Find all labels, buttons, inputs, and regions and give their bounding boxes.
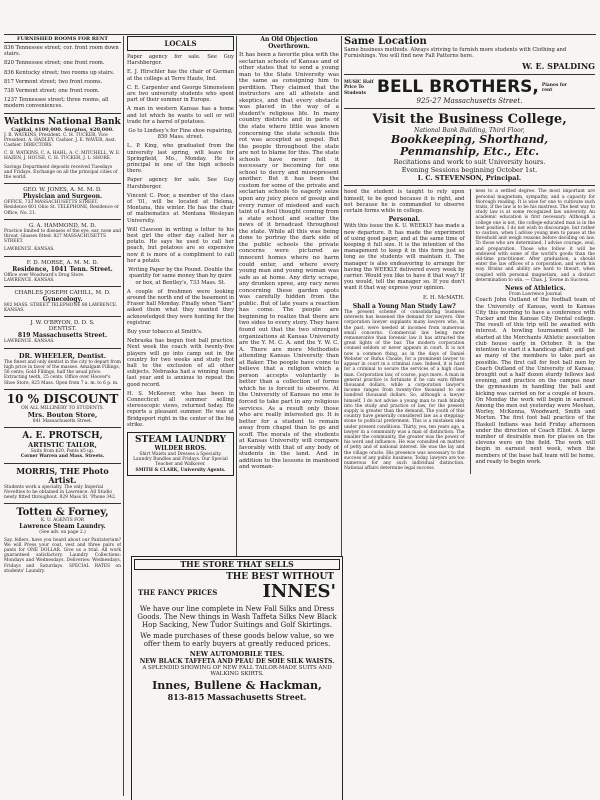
steam-laundry-ad (127, 432, 234, 476)
laundry-agents-name: Totten & Forney, (16, 507, 109, 519)
dentist-wheeler-name: DR. WHEELER, Dentist. (18, 351, 107, 360)
bank-note: Savings Department deposits received Tuesdays and Fridays. Exchange on all the principal cities of the world. (4, 164, 118, 181)
local-item: A couple of freshmen were looking around the north end of the basement in Fraser hall Monday. Finally when "Sam" asked them what they wanted they acknowledged they were hunting for the registrar. (127, 288, 234, 326)
room-listing: 817 Vermont street; two front rooms. (4, 78, 103, 85)
article-title: An Old Objection Overthrown. (260, 36, 318, 50)
discount-word: DISCOUNT (43, 391, 119, 406)
photographer-details: Students work a specialty. The only Imperial Novelties to be obtained in Lawrence. All Studio newly fitted throughout. 829 Mass St. 'Phone 342. (4, 484, 117, 500)
local-item: Will Clawson in writing a letter to his best girl the other day called her a potato. He says he used to call her peach, but potatoes are so expensive now it is more of a compliment to call her a potato. (127, 226, 234, 264)
dentist-obryon-title: DENTIST. (48, 326, 77, 333)
doctor-cahill-phone: 802 MASS. STREET. TELEPHONE 88 LAWRENCE. KANSAS. (4, 303, 118, 314)
law-article-body: The present scheme of consolidating business interests has lessened the demand for lawyers. One corporation lawyer supplants many lawyers who, in the past, were needed at incomes from numerous small concerns. Commercial law being more remunerative than forensic law it has attracted the great lights of the bar. The modern corporation counsel seldom or never appears in court. It is not now a common thing, as in the days of Daniel Webster or Rufus Choate, for a prominent lawyer to appear in court in a criminal case. Indeed, it is hard for a criminal to secure the services of a high class man. Corporation law, of course, pays more. A man in general practice is fortunate if he can earn fifteen thousand dollars, while a corporation lawyer's income ranges from twenty-five thousand to one hundred thousand dollars. So, although a lawyer himself, I do not advise a young man to rush blindly into the study and practice of law, for the present supply is greater than the demand. The youth of this country have generally considered law as a stepping-stone to political preferment. This is a mistaken idea under present conditions. Thirty, yes, ten years ago, a lawyer in a community was a man of distinction. The smaller the community, the greater was the power of his word and influence. He was consulted on matters of petty and of national interest. He was the lay and the village oracle. His presence was necessary to the success of any public business. Today, lawyers are too numerous for any such individual distinction. National affairs determine legal success. (344, 310, 465, 472)
column-rule (123, 36, 124, 796)
business-college-recitations: Recitations and work to suit University hours. (393, 158, 546, 167)
business-college-title: Visit the Business College, (372, 112, 567, 128)
doctor-cahill-name: CHARLES JOSEPH CAHILL, M. D. (14, 290, 111, 297)
local-item: Nebraska has begun foot ball practice. Next week the coach with twenty-five players will go into camp out in the country for two weeks and study foot ball to the exclusion of all other subjects. Nebraska had a winning team last year and is anxious to repeat the good record. (127, 338, 234, 388)
laundry-agents-note: (See adv. on page 2.) (39, 530, 86, 536)
laundry-agents-title: K. U. AGENTS FOR (40, 518, 85, 524)
local-item: Paper agency for sale. See Guy Harshberger. (127, 54, 234, 67)
discount-subline: ON ALL MILLINERY TO STUDENTS. (21, 405, 104, 411)
tailor-prices: Suits from $20, Pants $5 up. (30, 449, 95, 455)
bank-officers: J. B. WATKINS, President. C. H. TUCKER, Vice President. A. HADLEY, Cashier. J. E. WAVER, Asst. Cashier. DIRECTORS. (4, 132, 117, 149)
innes-firm: Innes, Bullene & Hackman, (152, 679, 322, 692)
bank-name: Watkins National Bank (4, 116, 121, 127)
locals-heading: LOCALS (127, 36, 234, 51)
doctor-jones-name: GEO. W. JONES, A. M. M. D. (23, 187, 102, 194)
doctor-jones-details: OFFICE, 733 MASSACHUSETTS STREET. Residence 601 Ohio St. TELEPHONE, Residence or Office, No. 21. (4, 200, 119, 216)
bell-brothers-address: 925-27 Massachusetts Street. (416, 97, 523, 106)
business-college-line1: Bookkeeping, Shorthand, (390, 133, 549, 147)
innes-fancy-line: THE FANCY PRICES (138, 587, 218, 597)
doctor-morse-office: Office over Woodward's Drug Store. (4, 272, 85, 278)
innes-ad (131, 556, 343, 800)
pianos-label: Pianos for rent (541, 82, 567, 93)
bank-capital: Capital, $100,000. Surplus, $20,000. (11, 126, 114, 133)
article-continuation: hood the student is taught to rely upon himself, to be good because it is right, and not because he is commanded to observe certain forms while in college. (344, 189, 465, 215)
local-item: Writing Paper by the Pound. Double the quantity for same money than by quire or box, at Bentley's, 733 Mass. St. (128, 267, 233, 286)
athletics-source: From Lawrence Journal (508, 292, 562, 298)
personal-title: Personal. (388, 216, 420, 224)
room-listing: 738 Vermont street; one front room. (4, 88, 100, 95)
location-line: LAWRENCE. KANSAS. (4, 277, 55, 283)
personal-signature: E. H. McMATH. (422, 294, 465, 301)
music-label: MUSIC Half Price To Students (344, 80, 374, 96)
business-college-principal: I. C. STEVENSON, Principal. (417, 174, 522, 183)
business-college-line2: Penmanship, Etc., Etc. (399, 145, 540, 159)
room-listing: 836 Tennessee street; cor. front room down stairs. (4, 45, 119, 58)
local-item: L. P. King, who graduated from the university last spring, will leave for Springfield, Mo., Monday. He is principal in one of the high schools there. (127, 143, 234, 175)
local-item: Paper agency for sale. See Guy Harshberger. (127, 177, 234, 190)
steam-laundry-lines: Shirt Waists and Dresses a Specialty. Laundry Bundles and Fridays. Our Special Teacher and Walkover. (133, 451, 228, 468)
doctor-cahill-title: Gynecology. (42, 296, 83, 304)
location-line: LAWRENCE. KANSAS. (4, 247, 55, 253)
law-article-continuation: ness to a settled degree. The most important are personal magnetism, sympathy, and a capacity for thorough reading. It is wise for one to cultivate such traits, if the law is to be his mistress. The best way to study law is at some recognized law university. An academic education is first necessary. Although a college one is not, the college-educated man is in the best position. I do not wish to discourage, but rather to caution, when I advise young men to pause at the threshold and weigh reasons before deciding on law. To those who are determined, I advise courage, zeal, and preparation. Those who follow it will be endowed with some of the world's goods than the old-time practitioner. After graduation, a should enter the law offices of a corporation, and work his way. Brains and ability are hard to thwart, when coupled with personal magnetism, and a distinct determination to win. — Chas. J. Towne in Success. (475, 189, 595, 283)
location-line: LAWRENCE. KANSAS. (4, 339, 55, 345)
millinery-address: 841 Massachusetts Street. (32, 418, 93, 424)
business-college-evening: Evening Sessions beginning October 1st. (401, 166, 538, 175)
dentist-obryon-address: 819 Massachusetts Street. (17, 332, 108, 340)
athletics-title: News of Athletics. (504, 285, 566, 293)
local-item: Buy your tobacco at Smith's. (127, 328, 203, 335)
innes-text: We have our line complete in New Fall Silks and Dress Goods. The New things in Wash Taffeta Silks New Black Hop Sacking, New Tudor Suitings and Golf Skirtings. (137, 605, 337, 629)
room-listing: 1237 Tennessee street; three rooms, all modern conveniences. (4, 97, 109, 110)
local-item: E. J. Hirschler has the chair of German at the college at Terre Haute, Ind. (127, 69, 234, 82)
discount-percent: 10 % (6, 391, 40, 406)
top-rule (4, 34, 596, 35)
room-listing: 836 Kentucky street; two rooms up stairs. (4, 69, 115, 76)
room-listing: 820 Tennessee street; one front room. (4, 60, 105, 67)
photographer-name: MORRIS, THE Photo Artist. (16, 465, 109, 485)
doctor-morse-residence: Residence, 1041 Tenn. Street. (12, 265, 113, 273)
local-item: Vincent C. Poor, a member of the class of '01, will be located at Helena, Montana, this winter. He has the chair of mathematics at Montana Wesleyan University. (127, 192, 234, 224)
tailor-title: ARTISTIC TAILOR, (28, 441, 97, 450)
pantatorium-text: Say, fellers, have you heard about our Pantatorium? We will Press your coat, vest and three pairs of pants for ONE DOLLAR. Give us a trial. All work guaranteed satisfactory. Laundry Collections: Mondays and Wednesdays. Deliveries: Wednesdays, Fridays and Saturdays. SPECIAL RATES on students' Laundry. (4, 537, 121, 574)
rooms-heading: FURNISHED ROOMS FOR RENT (4, 36, 121, 43)
column-ads-and-news (344, 36, 595, 796)
doctor-morse-name: F. D. MORSE, A. M. M. D. (26, 259, 99, 266)
local-item: C. E. Carpenter and George Simonsteen are two university students who spent part of their summer in Europe. (127, 84, 234, 104)
bank-directors: C. B. WATKINS, C. A. HAHL, A. C. MITCHELL, W. E. HAZEN, J. HOUSE, C. H. TUCKER, J. L. SHORE. (4, 151, 121, 162)
steam-laundry-agents: SMITH & CLARK, University Agents. (135, 467, 226, 473)
millinery-name: Mrs. Bouton Store, (27, 410, 98, 419)
tailor-name: A. E. PROTSCH, (22, 431, 103, 442)
innes-best-line: THE BEST WITHOUT (226, 572, 334, 582)
same-location-text: Same business methods. Always striving to furnish more students with Clothing and Furnishings. You will find new Fall Patterns here. (344, 47, 567, 60)
bell-brothers-name: BELL BROTHERS, (377, 77, 539, 98)
spalding-name: W. E. SPALDING (522, 61, 595, 72)
article-body: It has been a favorite plea with the sectarian schools of Kansas and of other states that to send a young man to the State University was the same as consigning him to perdition. They claimed that the instructors are all atheists and skeptics, and that every obstacle was placed in the way of a student's religious life. In many country districts and in parts of the state where little was known concerning the state schools this rot was accepted as gospel. But the people throughout the state are not to blame for this. The state schools have never felt it necessary or becoming for one school to decry and misrepresent another. But it has been the custom for some of the private and sectarian schools to eagerly seize upon any juicy piece of gossip and every rumor of misdeed and each taint of a foul thought coming from a state school and scatter the news of it broadcast throughout the state. While all this was being done to portray the dark side of the public schools the private concerns were pictured as innocent homes where no harm could enter, and where every young man and young woman was safe as at home. Any dirty scrape, any drunken spree, any racy news concerning these garden spots was carefully hidden from the public. But of late years a reaction has come. The people are beginning to realize that there are two sides to every story. They have found out that the two strongest organizations at Kansas University are the Y. M. C. A. and the Y. W. C. A. There are more Methodists attending Kansas University than at Baker. The people have come to believe that a religion which a person accepts voluntarily is better than a collection of forms which he is forced to observe. At the University of Kansas no one is forced to take part in any religious services. As a result only those who are really interested go. It is better for a student to remain away from chapel than to go and scoff. The morals of the students at Kansas University will compare favorably with that of any body of students in the land. And in addition to the lessons in manhood and woman- (239, 52, 339, 471)
dentist-wheeler-details: The finest and only dentist in the city to depart from high price in favor of the masses. Amalgam Fillings, 50 cents; Gold Fillings, half the usual price. Extracting teeth, 25 cents. Office over Hoover's Shoe Store, 825 Mass. Open from 7 a. m. to 6 p. m. (4, 359, 121, 386)
innes-name: INNES' (262, 581, 336, 602)
tailor-address: Corner Warren and Mass. Streets. (20, 454, 105, 460)
doctor-hammond-name: G. A. HAMMOND, M. D. (28, 222, 97, 229)
innes-store-line: THE STORE THAT SELLS (134, 559, 340, 570)
same-location-title: Same Location (344, 36, 427, 47)
athletics-body: Coach John Outland of the football team of the University of Kansas, went to Kansas City this morning to have a conference with Tucker and the Kansas City Dental college. The result of this trip will be awaited with interest. A bowling tournament will be started at the Merchants Athletic association club house early in October. It is the intention to start it a handicap affair, and get as many of the members to take part as possible. The first call for foot ball men by Coach Outland of the University of Kansas, brought out a half dozen sturdy fellows last evening, and practice on the campus near the gymnasium in handling the ball and kicking was carried on for a couple of hours. On Monday the work will begin in earnest. Among the men out yesterday were Meehan, Worley, McKenna, Woodward, Smith and Morton. The first foot ball practice of the Haskell Indians was held Friday afternoon under the direction of Coach Elliot. A large number of desirable men for places on the elevens were on the field. The work will begin in earnest next week, when the members of the base ball team will be home, and ready to begin work. (475, 297, 595, 465)
local-item: H. S. McKeever, who has been in Connecticut all summer selling stereoscopic views, returned today. He reports a pleasant summer. He was at Bridgeport right in the center of the big strike. (127, 390, 234, 428)
dentist-obryon-name: J. W. O'BRYON, D. D. S. (30, 320, 95, 327)
personal-body: With this issue the K. U. WEEKLY has made a new departure. It has made the experiment of using good paper, and at the same time of keeping it full size. It is the intention of the management to keep it in this form just so long as the students will maintain it. The manager is also endeavoring to arrange for having the WEEKLY delivered every week by carrier. Would you like to have it that way? If you would, tell the manager so. If you don't want it that way express your opinion. (344, 223, 465, 292)
innes-taffeta: NEW BLACK TAFFETA AND PEAU DE SOIE SILK WAISTS. (139, 658, 335, 665)
laundry-agents-sub: Lawrence Steam Laundry. (19, 523, 106, 531)
law-article-title: Shall a Young Man Study Law? (352, 302, 456, 310)
local-item: A man in western Kansas has a home and lot which he wants to sell or will trade for a barrel of potatoes. (127, 106, 234, 125)
innes-address: 813-815 Massachusetts Street. (167, 692, 307, 702)
local-item: Go to Lindsey's for Fine shoe repairing, 850 Mass. street. (128, 128, 233, 141)
doctor-hammond-details: Practice limited to diseases of the eye, ear, nose and throat. Glasses fitted. 827 MASSACHUSETTS STREET. (4, 228, 121, 245)
steam-laundry-sub: WILDER BROS. (154, 444, 207, 452)
business-college-location: National Bank Building, Third Floor, (414, 127, 525, 135)
innes-text2: We made purchases of these goods below value, so we offer them to early buyers at greatly reduced prices. (140, 632, 334, 648)
steam-laundry-title: STEAM LAUNDRY (135, 434, 226, 445)
column-classifieds (4, 36, 121, 796)
doctor-jones-title: Physician and Surgeon. (22, 193, 103, 201)
innes-tailor: A SPLENDID SHOWING OF NEW FALL TAILOR-MADE SUITS AND WALKING SKIRTS. (142, 665, 332, 677)
innes-auto-ties: NEW AUTOMOBILE TIES. (189, 650, 285, 658)
